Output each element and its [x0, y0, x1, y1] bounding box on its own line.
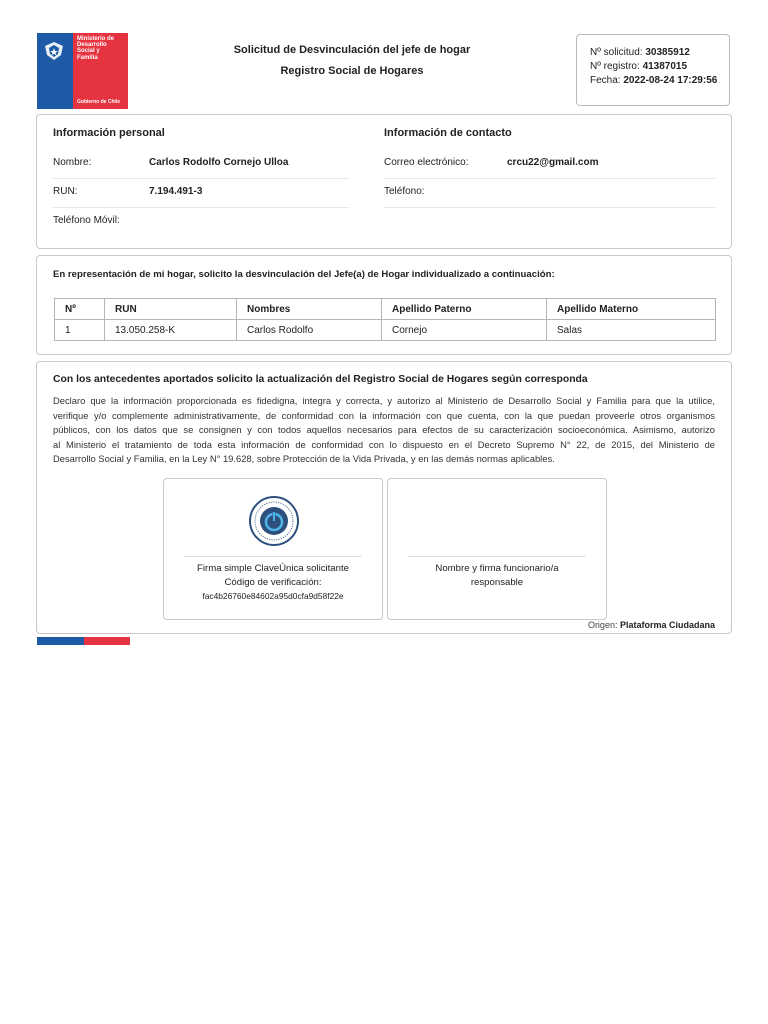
name-value: Carlos Rodolfo Cornejo Ulloa: [149, 157, 289, 168]
personal-info-panel: [36, 114, 732, 249]
divider: [53, 207, 349, 208]
contact-info-title: Información de contacto: [384, 127, 512, 139]
applicant-signature-box: [163, 478, 383, 620]
signature-line: [184, 556, 362, 557]
document-subtitle: Registro Social de Hogares: [280, 65, 424, 77]
table-cell: Cornejo: [382, 320, 547, 341]
request-date: Fecha: 2022-08-24 17:29:56: [590, 75, 718, 86]
column-header: Apellido Paterno: [382, 299, 547, 320]
table-row: [55, 320, 716, 341]
origin-label: Origen: Plataforma Ciudadana: [587, 620, 715, 630]
government-label: Gobierno de Chile: [77, 99, 121, 105]
household-table: [54, 298, 716, 341]
claveunica-seal-icon: [248, 495, 300, 547]
household-intro: En representación de mi hogar, solicito la desvinculación del Jefe(a) de Hogar individualizado a continuación:: [53, 269, 555, 280]
personal-info-title: Información personal: [53, 127, 165, 139]
declaration-text: Declaro que la información proporcionada es fidedigna, integra y correcta, y autorizo al Ministerio de Desarrollo Social y Familia para que la utilice, verifique y/o complemente administrativamente, de conformidad con la información con que cuenta, con la que puedan proveerle otros organismos públicos, con los datos que se consignen y con todos aquellos necesarios para efectos de su caracterización socioeconómica. Asimismo, autorizo al Ministerio el tratamiento de toda esta información de conformidad con lo dispuesto en el Decreto Supremo N° 22, de 2015, del Ministerio de Desarrollo Social y Familia, en la Ley N° 19.628, sobre Protección de la Vida Privada, y en las demás normas aplicables.: [53, 395, 715, 465]
household-panel: [36, 255, 732, 355]
footer-bar-red: [84, 637, 130, 645]
coat-of-arms-icon: [43, 41, 65, 61]
footer-bar-blue: [37, 637, 84, 645]
ministry-logo: [37, 33, 128, 109]
request-info-box: [576, 34, 730, 106]
official-signature-box: [387, 478, 607, 620]
table-cell: Salas: [547, 320, 716, 341]
column-header: Nombres: [237, 299, 382, 320]
run-value: 7.194.491-3: [149, 186, 203, 197]
solicitud-number: Nº solicitud: 30385912: [590, 47, 690, 58]
declaration-panel: [36, 361, 732, 634]
email-label: Correo electrónico:: [384, 157, 469, 168]
table-cell: Carlos Rodolfo: [237, 320, 382, 341]
divider: [53, 178, 349, 179]
registro-number: Nº registro: 41387015: [590, 61, 688, 72]
declaration-title: Con los antecedentes aportados solicito la actualización del Registro Social de Hogares según corresponda: [53, 374, 588, 385]
table-cell: 1: [55, 320, 105, 341]
phone-label: Teléfono:: [384, 186, 425, 197]
official-signature-label: Nombre y firma funcionario/a responsable: [435, 563, 559, 588]
run-label: RUN:: [53, 186, 78, 197]
signature-line: [408, 556, 586, 557]
column-header: Nº: [55, 299, 105, 320]
applicant-signature-label: Firma simple ClaveÚnica solicitante Código de verificación:: [197, 563, 349, 588]
document-title: Solicitud de Desvinculación del jefe de hogar: [233, 44, 471, 56]
name-label: Nombre:: [53, 157, 92, 168]
verification-code: fac4b26760e84602a95d0cfa9d58f22e: [202, 591, 344, 601]
ministry-name: Ministerio de Desarrollo Social y Familia: [77, 36, 115, 61]
divider: [384, 178, 715, 179]
email-value: crcu22@gmail.com: [507, 157, 599, 168]
divider: [384, 207, 715, 208]
mobile-phone-label: Teléfono Móvil:: [53, 215, 120, 226]
table-cell: 13.050.258-K: [105, 320, 237, 341]
column-header: Apellido Materno: [547, 299, 716, 320]
column-header: RUN: [105, 299, 237, 320]
table-header-row: [55, 299, 716, 320]
